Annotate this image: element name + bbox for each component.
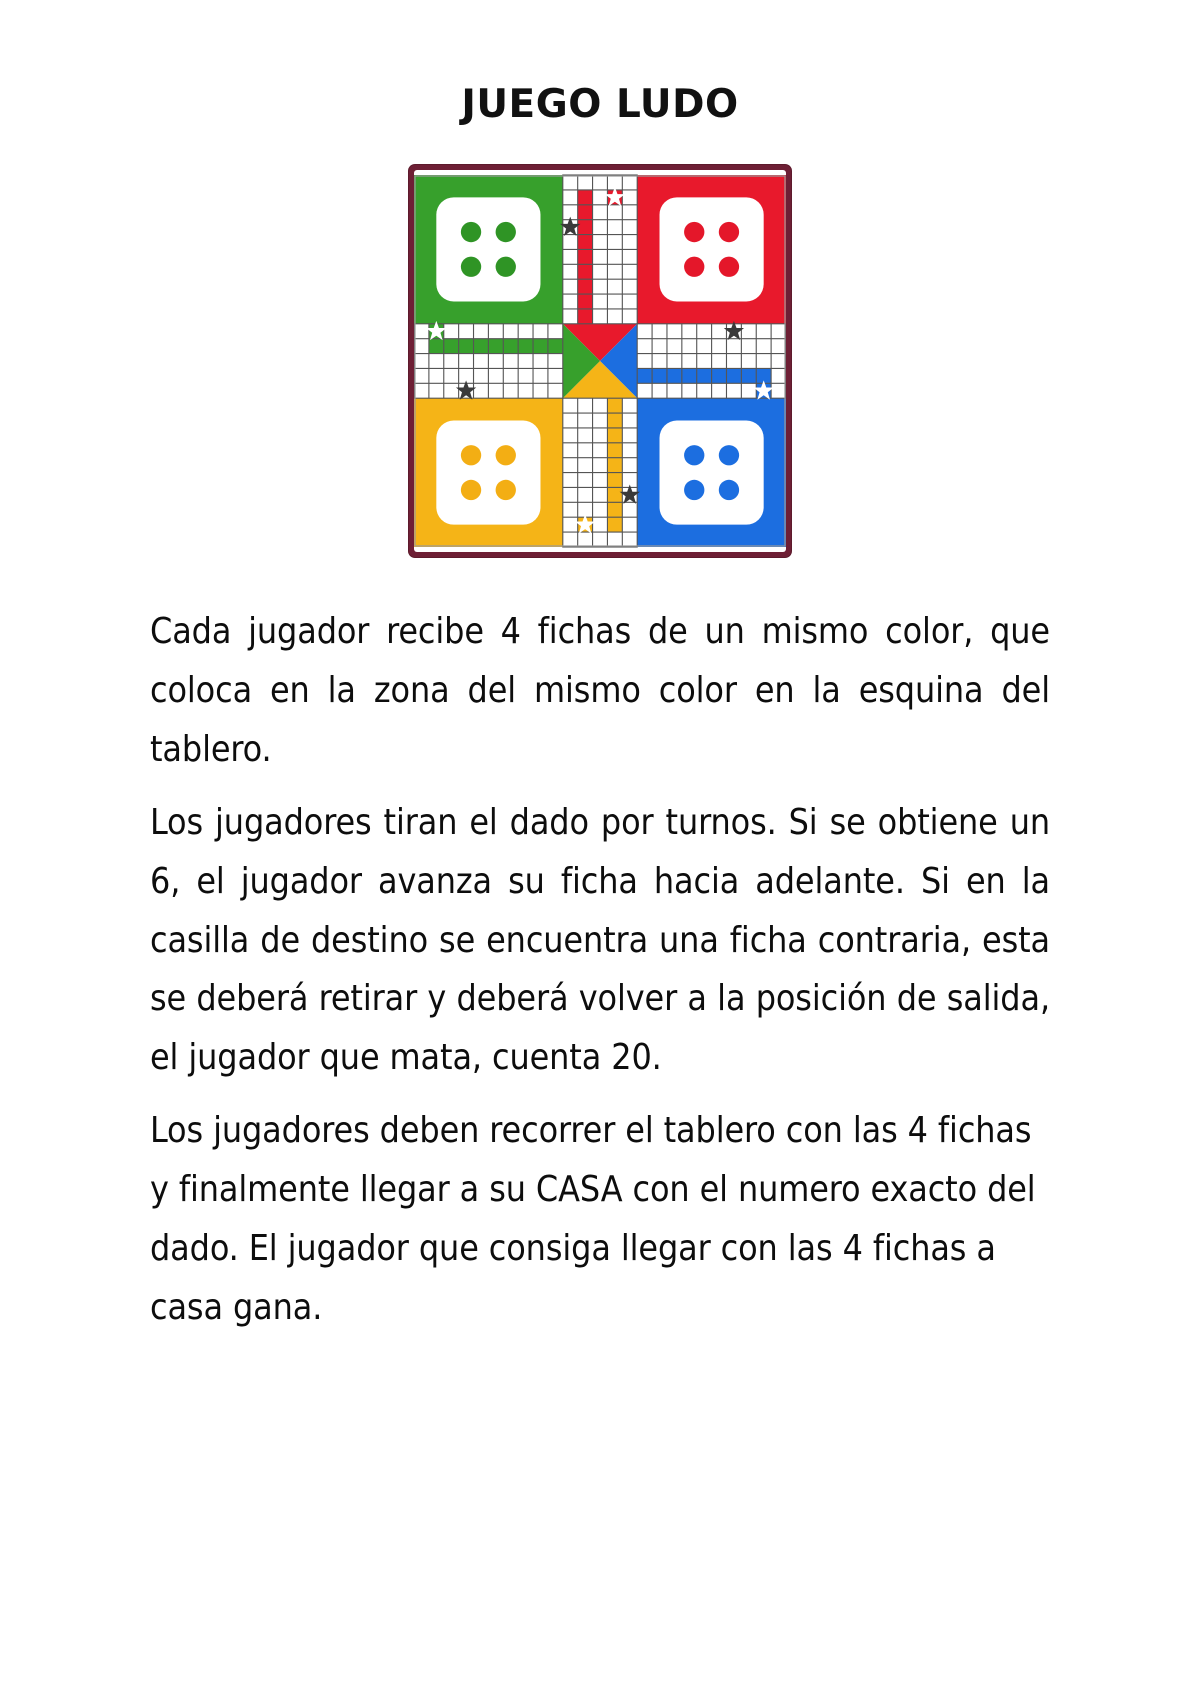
paragraph-2: Los jugadores tiran el dado por turnos. Si se obtiene un 6, el jugador avanza su ficha hacia adelante. Si en la casilla de destino se encuentra una ficha contraria, esta se deberá retirar y deberá volver a la posición de salida, el jugador que mata, cuenta 20.: [150, 801, 1050, 1079]
figure-container: [150, 165, 1050, 557]
lane-yellow: [607, 398, 622, 532]
center-home: [563, 324, 637, 398]
lane-blue: [637, 368, 771, 383]
paragraph-3: Los jugadores deben recorrer el tablero con las 4 fichas y finalmente llegar a su CASA con el numero exacto del dado. El jugador que consiga llegar con las 4 fichas a casa gana.: [150, 1110, 1036, 1329]
body-text: [150, 603, 1050, 1338]
home-yellow: [414, 398, 563, 547]
ludo-board-frame: [409, 165, 791, 557]
ludo-board-image: [414, 170, 786, 552]
page-title: JUEGO LUDO: [461, 82, 739, 127]
paragraph-1: Cada jugador recibe 4 fichas de un mismo color, que coloca en la zona del mismo color en la esquina del tablero.: [150, 610, 1050, 770]
lane-green: [429, 339, 563, 354]
lane-red: [578, 190, 593, 324]
home-blue: [637, 398, 786, 547]
home-green: [414, 175, 563, 324]
home-red: [637, 175, 786, 324]
